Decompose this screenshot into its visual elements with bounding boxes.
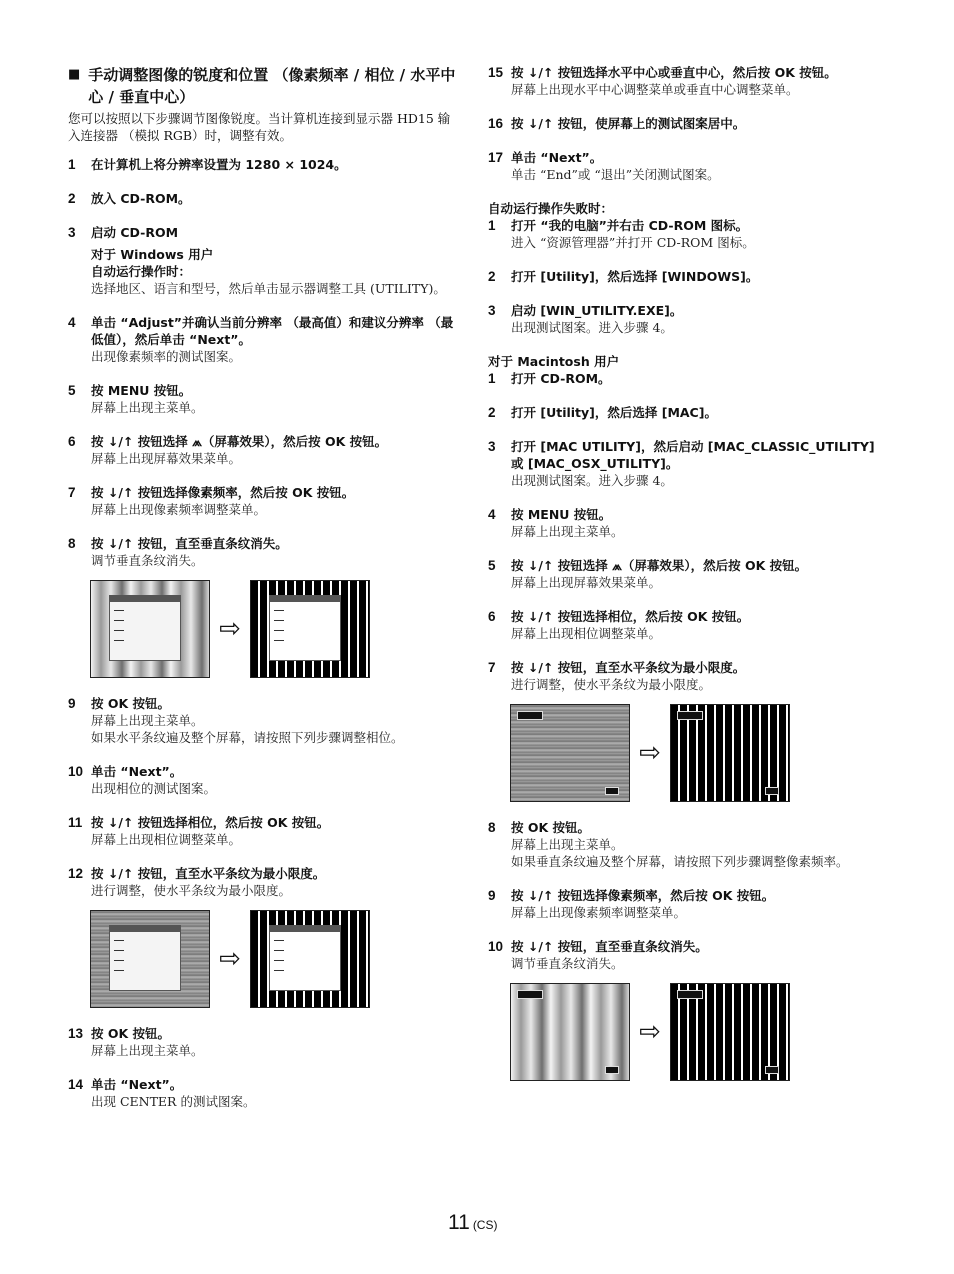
section-heading xyxy=(68,64,458,108)
step-16: 16 按 ↓/↑ 按钮，使屏幕上的测试图案居中。 xyxy=(488,116,746,131)
section-title: 手动调整图像的锐度和位置 （像素频率 / 相位 / 水平中心 / 垂直中心） xyxy=(88,66,456,106)
mac-step-5: 5 按 ↓/↑ 按钮选择 ⩕（屏幕效果），然后按 OK 按钮。 屏幕上出现屏幕效果菜单。 xyxy=(488,558,808,590)
after-screenshot xyxy=(670,704,790,802)
square-bullet-icon: ■ xyxy=(68,67,81,82)
mac-step-9: 9 按 ↓/↑ 按钮选择像素频率，然后按 OK 按钮。 屏幕上出现像素频率调整菜单。 xyxy=(488,888,775,920)
mac-step-2: 2 打开 [Utility]，然后选择 [MAC]。 xyxy=(488,405,717,420)
mac-step-4: 4 按 MENU 按钮。 屏幕上出现主菜单。 xyxy=(488,507,624,539)
after-screenshot xyxy=(670,983,790,1081)
step-4: 4 单击 “Adjust”并确认当前分辨率 （最高值）和建议分辨率 （最低值），然后单击 “Next”。 出现像素频率的测试图案。 xyxy=(68,315,454,364)
right-column xyxy=(488,64,878,1098)
mac-step-7: 7 按 ↓/↑ 按钮，直至水平条纹为最小限度。 进行调整，使水平条纹为最小限度。 xyxy=(488,660,746,692)
before-screenshot xyxy=(90,580,210,678)
figure-phase xyxy=(90,910,458,1008)
step-6: 6 按 ↓/↑ 按钮选择 ⩕（屏幕效果），然后按 OK 按钮。 屏幕上出现屏幕效果菜单。 xyxy=(68,434,388,466)
before-screenshot xyxy=(510,983,630,1081)
step-11: 11 按 ↓/↑ 按钮选择相位，然后按 OK 按钮。 屏幕上出现相位调整菜单。 xyxy=(68,815,330,847)
after-screenshot xyxy=(250,910,370,1008)
mac-step-1: 1 打开 CD-ROM。 xyxy=(488,371,611,386)
figure-pixel-frequency xyxy=(90,580,458,678)
step-13: 13 按 OK 按钮。 屏幕上出现主菜单。 xyxy=(68,1026,204,1058)
arrow-icon: ⇨ xyxy=(219,944,241,974)
mac-step-6: 6 按 ↓/↑ 按钮选择相位，然后按 OK 按钮。 屏幕上出现相位调整菜单。 xyxy=(488,609,750,641)
step-8: 8 按 ↓/↑ 按钮，直至垂直条纹消失。 调节垂直条纹消失。 xyxy=(68,536,288,568)
step-12: 12 按 ↓/↑ 按钮，直至水平条纹为最小限度。 进行调整，使水平条纹为最小限度。 xyxy=(68,866,326,898)
figure-mac-pixel-frequency xyxy=(510,983,878,1081)
step-7: 7 按 ↓/↑ 按钮选择像素频率，然后按 OK 按钮。 屏幕上出现像素频率调整菜单。 xyxy=(68,485,355,517)
arrow-icon: ⇨ xyxy=(639,1017,661,1047)
step-17: 17 单击 “Next”。 单击 “End”或 “退出”关闭测试图案。 xyxy=(488,150,720,182)
intro-paragraph: 您可以按照以下步骤调节图像锐度。当计算机连接到显示器 HD15 输入连接器 （模拟 RGB）时，调整有效。 xyxy=(68,111,451,143)
autorun-step-2: 2 打开 [Utility]，然后选择 [WINDOWS]。 xyxy=(488,269,759,284)
before-screenshot xyxy=(510,704,630,802)
arrow-icon: ⇨ xyxy=(219,614,241,644)
after-screenshot xyxy=(250,580,370,678)
mac-step-10: 10 按 ↓/↑ 按钮，直至垂直条纹消失。 调节垂直条纹消失。 xyxy=(488,939,708,971)
page-number: 11 (CS) xyxy=(448,1211,498,1234)
left-column xyxy=(68,64,458,1127)
step-15: 15 按 ↓/↑ 按钮选择水平中心或垂直中心，然后按 OK 按钮。 屏幕上出现水平中心调整菜单或垂直中心调整菜单。 xyxy=(488,65,837,97)
step-3: 3 启动 CD-ROM 对于 Windows 用户 自动运行操作时： 选择地区、语言和型号，然后单击显示器调整工具 (UTILITY)。 xyxy=(68,225,446,296)
step-5: 5 按 MENU 按钮。 屏幕上出现主菜单。 xyxy=(68,383,204,415)
language-code: (CS) xyxy=(472,1218,498,1232)
before-screenshot xyxy=(90,910,210,1008)
mac-step-3: 3 打开 [MAC UTILITY]，然后启动 [MAC_CLASSIC_UTILITY] 或 [MAC_OSX_UTILITY]。 出现测试图案。进入步骤 4。 xyxy=(488,439,875,488)
step-9: 9 按 OK 按钮。 屏幕上出现主菜单。 如果水平条纹遍及整个屏幕，请按照下列步骤调整相位。 xyxy=(68,696,404,745)
mac-users-label: 对于 Macintosh 用户 xyxy=(488,354,620,369)
step-2: 2 放入 CD-ROM。 xyxy=(68,191,191,206)
arrow-icon: ⇨ xyxy=(639,738,661,768)
autorun-step-1: 1 打开 “我的电脑”并右击 CD-ROM 图标。 进入 “资源管理器”并打开 CD-ROM 图标。 xyxy=(488,218,755,250)
autorun-fail-label: 自动运行操作失败时： xyxy=(488,201,614,216)
step-10: 10 单击 “Next”。 出现相位的测试图案。 xyxy=(68,764,217,796)
autorun-step-3: 3 启动 [WIN_UTILITY.EXE]。 出现测试图案。进入步骤 4。 xyxy=(488,303,683,335)
mac-step-8: 8 按 OK 按钮。 屏幕上出现主菜单。 如果垂直条纹遍及整个屏幕，请按照下列步骤调整像素频率。 xyxy=(488,820,849,869)
step-1: 1 在计算机上将分辨率设置为 1280 × 1024。 xyxy=(68,157,347,172)
step-14: 14 单击 “Next”。 出现 CENTER 的测试图案。 xyxy=(68,1077,256,1109)
figure-mac-phase xyxy=(510,704,878,802)
